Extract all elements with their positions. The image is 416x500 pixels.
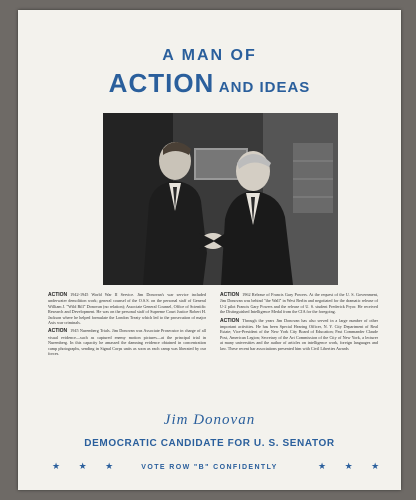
action-text: 1945 Nuremberg Trials. Jim Donovan was Associate Prosecutor in charge of all visual evidence—such as captured enemy motion pictures—at the principal trial in Nuremberg. In this capacity he amassed the damning evidence obtained in concentration camp photographs, sending in Signal Corps units as soon as each camp was liberated by our forces. xyxy=(48,328,206,357)
action-tag: ACTION xyxy=(220,292,240,298)
action-block xyxy=(48,292,206,325)
action-tag: ACTION xyxy=(220,317,240,324)
handshake-photo xyxy=(103,113,338,285)
right-column xyxy=(220,292,378,354)
headline-line2 xyxy=(18,68,401,99)
vote-line: VOTE ROW "B" CONFIDENTLY xyxy=(141,464,278,471)
candidate-line: DEMOCRATIC CANDIDATE FOR U. S. SENATOR xyxy=(84,438,335,449)
headline-line1: A MAN OF xyxy=(162,47,257,64)
action-block xyxy=(220,292,378,315)
candidate-signature: Jim Donovan xyxy=(163,412,256,428)
action-text: 1942-1945 World War II Service. Jim Donovan's war service included underwater demolition work; general counsel of the O.S.S. on the personal staff of General William J. "Wild Bill" Donovan (no relation); Associate General Counsel, Office of Scientific Research and Development. He was on the personal staff of Supreme Court Justice Robert H. Jackson where he helped formulate the London Treaty which led to the prosecution of major Axis war criminals. xyxy=(48,292,206,326)
stars-left-icon: ★ ★ ★ xyxy=(52,461,122,471)
photo-illustration xyxy=(103,113,338,285)
action-block xyxy=(220,318,378,351)
headline-action: ACTION xyxy=(108,68,215,98)
action-text: 1962 Release of Francis Gary Powers. At the request of the U. S. Government, Jim Donovan was behind "the Wall" in West Berlin and negotiated for the dramatic release of U-2 pilot Francis Gary Powers and the release of U. S. student Frederick Pryor. He received the Distinguished Intelligence Medal from the CIA for the foregoing. xyxy=(220,292,378,315)
campaign-flyer xyxy=(18,10,401,490)
action-tag: ACTION xyxy=(48,328,68,335)
action-block xyxy=(48,328,206,356)
action-tag: ACTION xyxy=(48,292,68,298)
stars-right-icon: ★ ★ ★ xyxy=(318,461,388,471)
left-column xyxy=(48,292,206,359)
headline-and-ideas: AND IDEAS xyxy=(218,79,311,96)
action-text: Through the years Jim Donovan has also served in a large number of other important activities. He has been Special Hearing Officer, N. Y. City Department of Real Estate; Vice-President of the New York City Board of Education; Past Commander Claude Post, American Legion; Secretary of the Art Commission of the City of New York, a lecturer at many universities and the author of articles on intelligence work, foreign languages and law. These recent bar associations presented him with Civil Liberties Awards xyxy=(220,317,378,351)
